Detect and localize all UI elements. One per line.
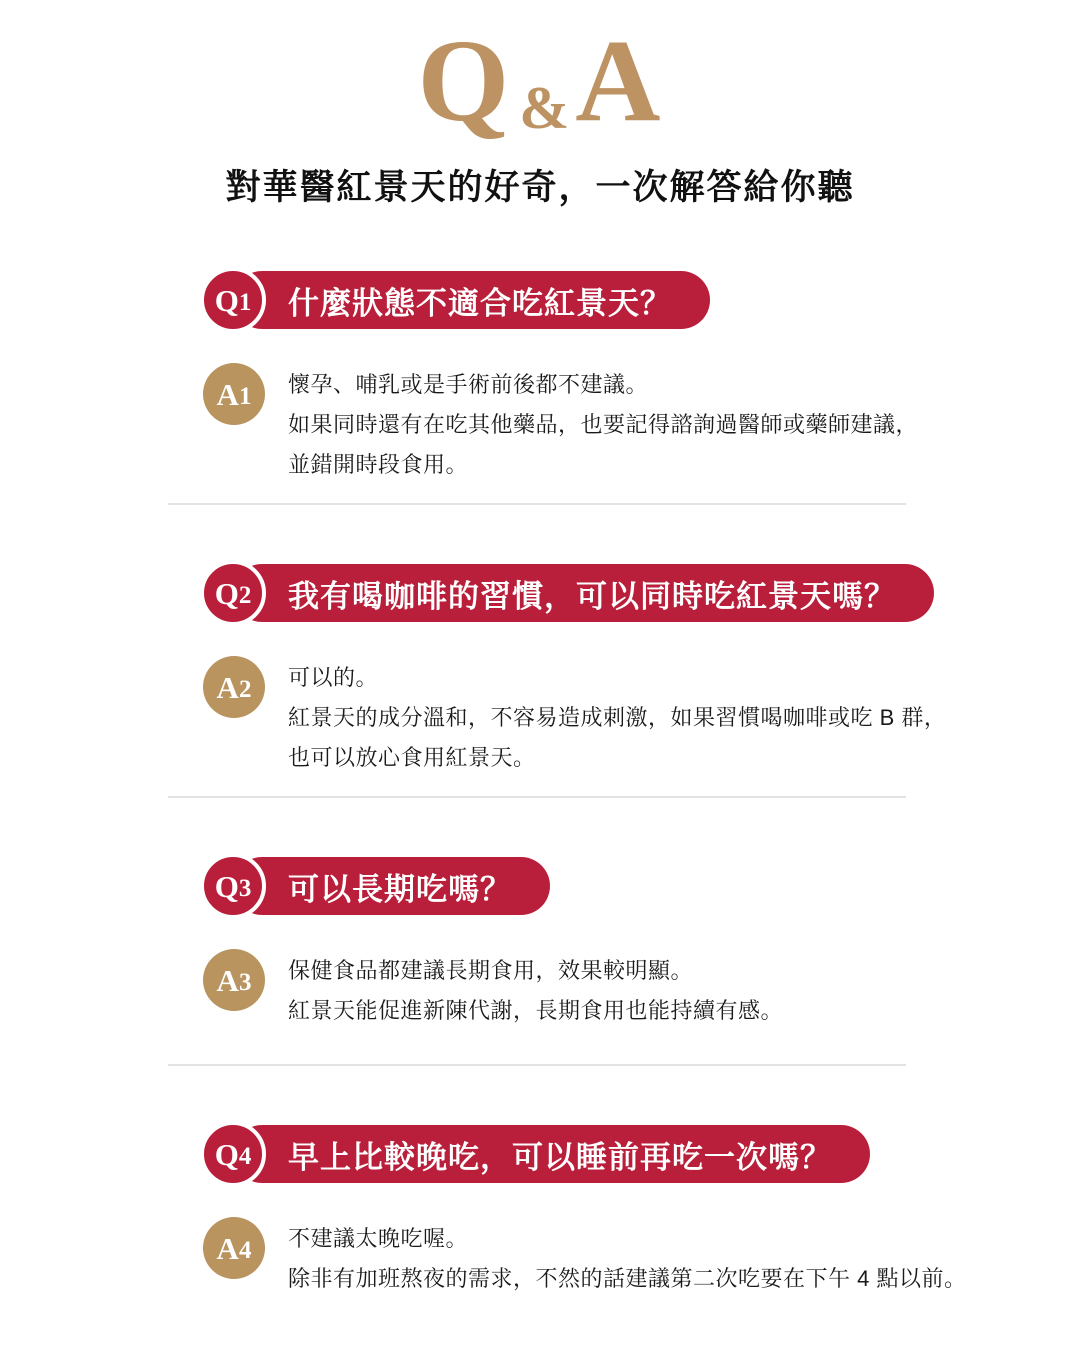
q3-badge-number: 3	[238, 875, 252, 902]
faq-section-4	[0, 1121, 1080, 1299]
faq-section-1	[0, 267, 1080, 505]
answer-line: 紅景天能促進新陳代謝，長期食用也能持續有感。	[288, 998, 784, 1023]
q4-badge-letter: Q	[214, 1136, 239, 1172]
answer-row-4	[203, 1217, 1080, 1299]
q4-badge-number: 4	[238, 1143, 252, 1170]
a4-badge	[203, 1217, 265, 1279]
a3-badge	[203, 949, 265, 1011]
question-row-1	[200, 267, 1080, 333]
answer-line: 並錯開時段食用。	[288, 452, 469, 477]
question-banner-2: 我有喝咖啡的習慣，可以同時吃紅景天嗎？	[233, 564, 934, 622]
a2-badge-number: 2	[238, 676, 252, 703]
answer-line: 除非有加班熬夜的需求，不然的話建議第二次吃要在下午 4 點以前。	[288, 1266, 967, 1291]
answer-text-1	[288, 363, 918, 485]
q3-badge	[200, 853, 266, 919]
faq-section-2	[0, 560, 1080, 798]
question-banner-3: 可以長期吃嗎？	[233, 857, 550, 915]
section-divider	[168, 503, 906, 505]
question-row-4	[200, 1121, 1080, 1187]
answer-text-4	[288, 1217, 966, 1299]
a4-badge-number: 4	[238, 1237, 252, 1264]
title-ampersand: &	[519, 75, 570, 141]
q2-badge-number: 2	[238, 582, 252, 609]
a2-badge-letter: A	[216, 669, 239, 705]
faq-section-3	[0, 853, 1080, 1066]
q1-badge-number: 1	[238, 289, 252, 316]
answer-line: 懷孕、哺乳或是手術前後都不建議。	[288, 372, 649, 397]
a1-badge	[203, 363, 265, 425]
answer-line: 可以的。	[288, 665, 379, 690]
answer-line: 紅景天的成分溫和，不容易造成刺激，如果習慣喝咖啡或吃 B 群，	[288, 705, 947, 730]
q2-badge-letter: Q	[214, 575, 239, 611]
answer-row-1	[203, 363, 1080, 485]
question-banner-4: 早上比較晚吃，可以睡前再吃一次嗎？	[233, 1125, 870, 1183]
a3-badge-number: 3	[238, 969, 252, 996]
title-letter-q: Q	[417, 15, 512, 146]
answer-line: 也可以放心食用紅景天。	[288, 745, 536, 770]
answer-row-3	[203, 949, 1080, 1031]
header	[0, 0, 1080, 210]
answer-text-3	[288, 949, 783, 1031]
answer-line: 不建議太晚吃喔。	[288, 1226, 469, 1251]
q1-badge	[200, 267, 266, 333]
a3-badge-letter: A	[216, 962, 239, 998]
a1-badge-letter: A	[216, 376, 239, 412]
answer-row-2	[203, 656, 1080, 778]
answer-line: 保健食品都建議長期食用，效果較明顯。	[288, 958, 694, 983]
page-subtitle: 對華醫紅景天的好奇，一次解答給你聽	[225, 168, 855, 207]
q3-badge-letter: Q	[214, 868, 239, 904]
answer-text-2	[288, 656, 946, 778]
q2-badge	[200, 560, 266, 626]
section-divider	[168, 796, 906, 798]
q4-badge	[200, 1121, 266, 1187]
answer-line: 如果同時還有在吃其他藥品，也要記得諮詢過醫師或藥師建議，	[288, 412, 919, 437]
section-divider	[168, 1064, 906, 1066]
question-row-2	[200, 560, 1080, 626]
a1-badge-number: 1	[238, 383, 252, 410]
page-title	[0, 15, 1080, 146]
a2-badge	[203, 656, 265, 718]
a4-badge-letter: A	[216, 1230, 239, 1266]
q1-badge-letter: Q	[214, 282, 239, 318]
title-letter-a: A	[575, 15, 663, 146]
question-banner-1: 什麼狀態不適合吃紅景天？	[233, 271, 710, 329]
question-row-3	[200, 853, 1080, 919]
